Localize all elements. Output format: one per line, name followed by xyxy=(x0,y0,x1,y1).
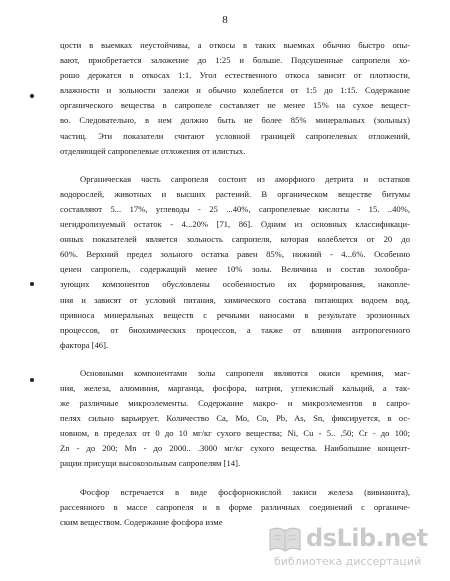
text-line: рассеянного в массе сапропеля и в форме различных соединений с органиче- xyxy=(60,501,410,512)
text-line: органического вещества в сапропеле составляет не менее 15% на сухое вещест- xyxy=(60,100,410,111)
text-line: Zn - до 200; Мn - до 2000.. .3000 мг/кг сухого вещества. Наибольшие концент- xyxy=(60,443,410,454)
text-line: составляют 5... 17%, углеводы - 25 ...40%, сапропелевые кислоты - 15. ..40%, xyxy=(60,203,410,214)
text-line: ценен сапропель, содержащий менее 10% золы. Величина и состав золообра- xyxy=(60,264,410,275)
book-logo-icon xyxy=(268,524,302,554)
paragraph-2 xyxy=(60,172,410,353)
text-line: ния, железа, алюминия, марганца, фосфора, натрия, углекислый кальций, а так- xyxy=(60,382,410,393)
margin-mark xyxy=(30,378,34,382)
text-line: Фосфор встречается в виде фосфорнокислой закиси железа (вивианита), xyxy=(80,486,410,497)
text-line: негидролизуемый остаток - 4...20% [71, 86]. Одним из основных классификаци- xyxy=(60,219,410,230)
page-number: 8 xyxy=(222,14,228,26)
text-line: онных показателей является зольность сапропеля, которая колеблется от 20 до xyxy=(60,234,410,245)
margin-mark xyxy=(30,282,34,286)
text-line: во. Следовательно, в нем должно быть не более 85% минеральных (зольных) xyxy=(60,115,410,126)
watermark-site: dsLib.net xyxy=(306,524,428,552)
text-line: Органическая часть сапропеля состоит из аморфного детрита и остатков xyxy=(80,173,410,184)
paragraph-1 xyxy=(60,38,410,159)
text-line: 60%. Верхний предел зольного остатка равен 85%, нижний - 4...6%. Особенно xyxy=(60,249,410,260)
text-line: рошо держатся в откосах 1:1. Угол естественного откоса зависит от плотности, xyxy=(60,70,410,81)
text-line: процессов, от биохимических процессов, а также от влияния антропогенного xyxy=(60,324,410,335)
text-line: отделяющей сапропелевые отложения от илистых. xyxy=(60,145,246,156)
document-body xyxy=(60,38,410,530)
text-line: рации присущи высокозольным сапропелям [14]. xyxy=(60,458,241,469)
margin-mark xyxy=(30,94,34,98)
text-line: вают, приобретается заложение до 1:25 и больше. Подсушенные сапропели хо- xyxy=(60,55,410,66)
text-line: ским веществом. Содержание фосфора изме xyxy=(60,516,223,527)
watermark-caption: библиотека диссертаций xyxy=(274,555,422,568)
watermark xyxy=(268,522,446,576)
text-line: частиц. Эти показатели считают условной границей сапропелевых отложений, xyxy=(60,130,410,141)
text-line: зующих компонентов обусловлены особенностью их формирования, накопле- xyxy=(60,279,410,290)
text-line: же различные микроэлементы. Содержание макро- и микроэлементов в сапро- xyxy=(60,398,410,409)
text-line: привноса минеральных веществ с речными наносами в результате эрозионных xyxy=(60,309,410,320)
text-line: цости в выемках неустойчивы, а откосы в таких выемках обычно быстро опы- xyxy=(60,40,410,50)
text-line: Основными компонентами золы сапропеля являются окиси кремния, маг- xyxy=(80,367,410,378)
text-line: ния и зависят от условий питания, химического состава питающих водоем вод, xyxy=(60,294,410,305)
text-line: новном, в пределах от 0 до 10 мг/кг сухого вещества; Ni, Cu - 5.. .50; Сr - до 100; xyxy=(60,428,410,439)
text-line: пелях сильно варьирует. Количество Са, Мо, Со, Pb, As, Sn, фиксируется, в ос- xyxy=(60,413,410,424)
text-line: водорослей, животных и высших растений. В органическом веществе битумы xyxy=(60,188,410,199)
text-line: фактора [46]. xyxy=(60,339,109,350)
paragraph-3 xyxy=(60,366,410,472)
text-line: влажности и зольности залежи и обычно колеблется от 1:5 до 1:15. Содержание xyxy=(60,85,410,96)
